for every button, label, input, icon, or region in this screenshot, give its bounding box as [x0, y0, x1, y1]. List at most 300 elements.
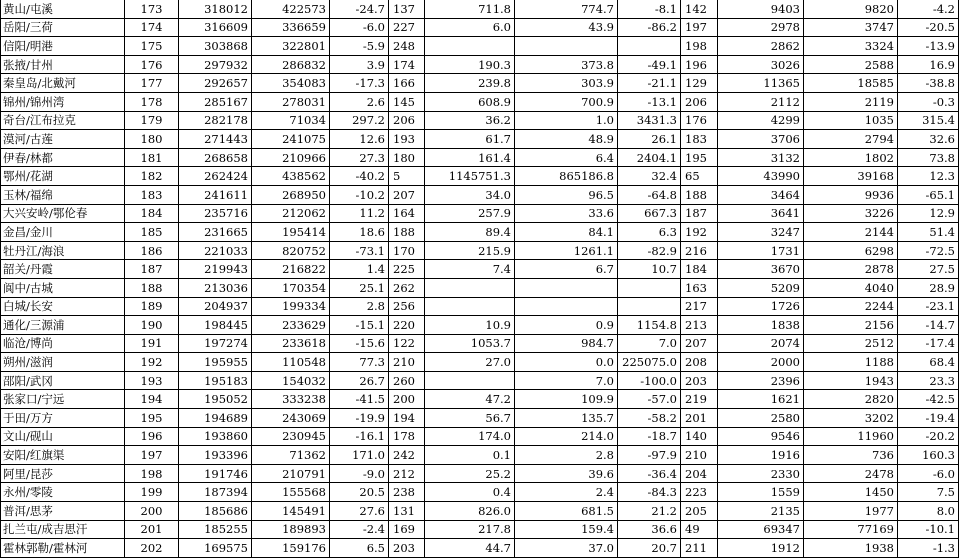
movement-previous-cell: 3226: [804, 204, 898, 223]
passenger-change-cell: 2.8: [330, 297, 389, 316]
passenger-current-cell: 231665: [179, 223, 252, 242]
airport-name-cell: 朔州/滋润: [1, 353, 125, 372]
passenger-change-cell: -9.0: [330, 464, 389, 483]
passenger-change-cell: 20.5: [330, 483, 389, 502]
passenger-previous-cell: 322801: [252, 37, 330, 56]
cargo-previous-cell: 303.9: [515, 74, 618, 93]
movement-current-cell: 3706: [718, 130, 804, 149]
rank-cell: 202: [125, 539, 179, 558]
movement-change-cell: -0.3: [898, 92, 959, 111]
movement-change-cell: 16.9: [898, 55, 959, 74]
cargo-current-cell: 56.7: [425, 409, 515, 428]
passenger-previous-cell: 438562: [252, 167, 330, 186]
cargo-previous-cell: 865186.8: [515, 167, 618, 186]
passenger-previous-cell: 233618: [252, 334, 330, 353]
cargo-previous-cell: 33.6: [515, 204, 618, 223]
passenger-current-cell: 268658: [179, 148, 252, 167]
passenger-previous-cell: 155568: [252, 483, 330, 502]
cargo-current-cell: 174.0: [425, 427, 515, 446]
cargo-previous-cell: 96.5: [515, 185, 618, 204]
cargo-rank-cell: 225: [389, 260, 425, 279]
passenger-current-cell: 285167: [179, 92, 252, 111]
movement-previous-cell: 2119: [804, 92, 898, 111]
airport-name-cell: 张掖/甘州: [1, 55, 125, 74]
cargo-change-cell: -21.1: [618, 74, 681, 93]
table-row: [1, 204, 959, 223]
airport-name-cell: 鄂州/花湖: [1, 167, 125, 186]
movement-rank-cell: 213: [681, 316, 718, 335]
movement-rank-cell: 203: [681, 371, 718, 390]
table-row: [1, 371, 959, 390]
movement-current-cell: 9546: [718, 427, 804, 446]
airport-name-cell: 大兴安岭/鄂伦春: [1, 204, 125, 223]
movement-rank-cell: 176: [681, 111, 718, 130]
passenger-current-cell: 185255: [179, 520, 252, 539]
passenger-previous-cell: 820752: [252, 241, 330, 260]
movement-current-cell: 9403: [718, 0, 804, 18]
cargo-change-cell: -86.2: [618, 18, 681, 37]
cargo-previous-cell: 700.9: [515, 92, 618, 111]
passenger-change-cell: 27.6: [330, 502, 389, 521]
cargo-previous-cell: 1261.1: [515, 241, 618, 260]
movement-current-cell: 11365: [718, 74, 804, 93]
passenger-current-cell: 303868: [179, 37, 252, 56]
movement-change-cell: -13.9: [898, 37, 959, 56]
cargo-current-cell: 161.4: [425, 148, 515, 167]
cargo-current-cell: [425, 37, 515, 56]
passenger-change-cell: -2.4: [330, 520, 389, 539]
movement-previous-cell: 4040: [804, 278, 898, 297]
passenger-current-cell: 195052: [179, 390, 252, 409]
table-row: [1, 297, 959, 316]
cargo-rank-cell: 210: [389, 353, 425, 372]
movement-rank-cell: 187: [681, 204, 718, 223]
rank-cell: 183: [125, 185, 179, 204]
airport-name-cell: 永州/零陵: [1, 483, 125, 502]
airport-name-cell: 伊春/林都: [1, 148, 125, 167]
cargo-change-cell: 32.4: [618, 167, 681, 186]
movement-change-cell: -1.3: [898, 539, 959, 558]
airport-name-cell: 通化/三源浦: [1, 316, 125, 335]
rank-cell: 180: [125, 130, 179, 149]
cargo-previous-cell: 373.8: [515, 55, 618, 74]
movement-rank-cell: 65: [681, 167, 718, 186]
cargo-previous-cell: 214.0: [515, 427, 618, 446]
cargo-rank-cell: 212: [389, 464, 425, 483]
movement-change-cell: -17.4: [898, 334, 959, 353]
movement-change-cell: -20.5: [898, 18, 959, 37]
passenger-change-cell: 1.4: [330, 260, 389, 279]
table-row: [1, 111, 959, 130]
table-row: [1, 502, 959, 521]
movement-previous-cell: 3324: [804, 37, 898, 56]
passenger-current-cell: 197274: [179, 334, 252, 353]
movement-previous-cell: 2244: [804, 297, 898, 316]
passenger-change-cell: 3.9: [330, 55, 389, 74]
table-row: [1, 520, 959, 539]
movement-change-cell: 68.4: [898, 353, 959, 372]
airport-name-cell: 岳阳/三荷: [1, 18, 125, 37]
movement-previous-cell: 2478: [804, 464, 898, 483]
movement-change-cell: 51.4: [898, 223, 959, 242]
movement-current-cell: 2862: [718, 37, 804, 56]
movement-rank-cell: 204: [681, 464, 718, 483]
movement-previous-cell: 11960: [804, 427, 898, 446]
rank-cell: 179: [125, 111, 179, 130]
rank-cell: 177: [125, 74, 179, 93]
movement-current-cell: 3132: [718, 148, 804, 167]
passenger-current-cell: 193396: [179, 446, 252, 465]
cargo-previous-cell: 2.4: [515, 483, 618, 502]
passenger-current-cell: 235716: [179, 204, 252, 223]
movement-rank-cell: 142: [681, 0, 718, 18]
cargo-previous-cell: 6.4: [515, 148, 618, 167]
rank-cell: 192: [125, 353, 179, 372]
rank-cell: 191: [125, 334, 179, 353]
movement-rank-cell: 198: [681, 37, 718, 56]
rank-cell: 188: [125, 278, 179, 297]
cargo-rank-cell: 188: [389, 223, 425, 242]
passenger-previous-cell: 210791: [252, 464, 330, 483]
cargo-rank-cell: 131: [389, 502, 425, 521]
passenger-current-cell: 219943: [179, 260, 252, 279]
passenger-previous-cell: 199334: [252, 297, 330, 316]
movement-previous-cell: 77169: [804, 520, 898, 539]
passenger-current-cell: 195955: [179, 353, 252, 372]
passenger-change-cell: 297.2: [330, 111, 389, 130]
movement-current-cell: 2330: [718, 464, 804, 483]
cargo-change-cell: 3431.3: [618, 111, 681, 130]
cargo-change-cell: [618, 278, 681, 297]
movement-change-cell: 8.0: [898, 502, 959, 521]
passenger-previous-cell: 110548: [252, 353, 330, 372]
cargo-previous-cell: 43.9: [515, 18, 618, 37]
movement-current-cell: 69347: [718, 520, 804, 539]
cargo-change-cell: [618, 37, 681, 56]
cargo-rank-cell: 220: [389, 316, 425, 335]
movement-previous-cell: 3202: [804, 409, 898, 428]
movement-change-cell: 12.3: [898, 167, 959, 186]
movement-change-cell: -23.1: [898, 297, 959, 316]
movement-current-cell: 3247: [718, 223, 804, 242]
movement-previous-cell: 2144: [804, 223, 898, 242]
cargo-current-cell: 6.0: [425, 18, 515, 37]
cargo-change-cell: 225075.0: [618, 353, 681, 372]
table-row: [1, 223, 959, 242]
cargo-previous-cell: 6.7: [515, 260, 618, 279]
table-row: [1, 37, 959, 56]
rank-cell: 193: [125, 371, 179, 390]
passenger-previous-cell: 71362: [252, 446, 330, 465]
passenger-current-cell: 194689: [179, 409, 252, 428]
rank-cell: 195: [125, 409, 179, 428]
movement-current-cell: 2000: [718, 353, 804, 372]
movement-previous-cell: 2820: [804, 390, 898, 409]
cargo-previous-cell: 84.1: [515, 223, 618, 242]
movement-change-cell: 23.3: [898, 371, 959, 390]
movement-change-cell: 7.5: [898, 483, 959, 502]
passenger-change-cell: -17.3: [330, 74, 389, 93]
cargo-rank-cell: 248: [389, 37, 425, 56]
movement-previous-cell: 39168: [804, 167, 898, 186]
cargo-rank-cell: 207: [389, 185, 425, 204]
movement-rank-cell: 184: [681, 260, 718, 279]
movement-rank-cell: 197: [681, 18, 718, 37]
passenger-current-cell: 271443: [179, 130, 252, 149]
passenger-current-cell: 195183: [179, 371, 252, 390]
movement-current-cell: 2396: [718, 371, 804, 390]
cargo-change-cell: 10.7: [618, 260, 681, 279]
movement-change-cell: -65.1: [898, 185, 959, 204]
passenger-current-cell: 187394: [179, 483, 252, 502]
passenger-previous-cell: 195414: [252, 223, 330, 242]
passenger-previous-cell: 268950: [252, 185, 330, 204]
passenger-current-cell: 169575: [179, 539, 252, 558]
rank-cell: 201: [125, 520, 179, 539]
passenger-change-cell: -73.1: [330, 241, 389, 260]
movement-previous-cell: 1938: [804, 539, 898, 558]
passenger-current-cell: 221033: [179, 241, 252, 260]
cargo-current-cell: 61.7: [425, 130, 515, 149]
rank-cell: 184: [125, 204, 179, 223]
cargo-previous-cell: [515, 278, 618, 297]
cargo-previous-cell: 39.6: [515, 464, 618, 483]
passenger-change-cell: -5.9: [330, 37, 389, 56]
movement-rank-cell: 195: [681, 148, 718, 167]
movement-current-cell: 3670: [718, 260, 804, 279]
movement-current-cell: 1731: [718, 241, 804, 260]
passenger-change-cell: -41.5: [330, 390, 389, 409]
airport-name-cell: 普洱/思茅: [1, 502, 125, 521]
cargo-rank-cell: 169: [389, 520, 425, 539]
cargo-change-cell: 1154.8: [618, 316, 681, 335]
movement-current-cell: 43990: [718, 167, 804, 186]
airport-name-cell: 邵阳/武冈: [1, 371, 125, 390]
movement-previous-cell: 2794: [804, 130, 898, 149]
passenger-previous-cell: 210966: [252, 148, 330, 167]
airport-name-cell: 安阳/红旗渠: [1, 446, 125, 465]
airport-name-cell: 阆中/古城: [1, 278, 125, 297]
cargo-rank-cell: 194: [389, 409, 425, 428]
passenger-previous-cell: 216822: [252, 260, 330, 279]
passenger-previous-cell: 71034: [252, 111, 330, 130]
passenger-change-cell: -40.2: [330, 167, 389, 186]
movement-previous-cell: 2156: [804, 316, 898, 335]
cargo-previous-cell: 1.0: [515, 111, 618, 130]
movement-rank-cell: 208: [681, 353, 718, 372]
movement-change-cell: -42.5: [898, 390, 959, 409]
movement-current-cell: 2112: [718, 92, 804, 111]
passenger-previous-cell: 278031: [252, 92, 330, 111]
cargo-previous-cell: 0.0: [515, 353, 618, 372]
table-row: [1, 334, 959, 353]
airport-name-cell: 于田/万方: [1, 409, 125, 428]
table-row: [1, 185, 959, 204]
cargo-current-cell: 89.4: [425, 223, 515, 242]
movement-rank-cell: 183: [681, 130, 718, 149]
rank-cell: 186: [125, 241, 179, 260]
passenger-change-cell: 2.6: [330, 92, 389, 111]
passenger-current-cell: 316609: [179, 18, 252, 37]
movement-current-cell: 1838: [718, 316, 804, 335]
movement-previous-cell: 1450: [804, 483, 898, 502]
movement-change-cell: 28.9: [898, 278, 959, 297]
rank-cell: 200: [125, 502, 179, 521]
passenger-current-cell: 204937: [179, 297, 252, 316]
rank-cell: 199: [125, 483, 179, 502]
movement-current-cell: 1916: [718, 446, 804, 465]
cargo-change-cell: 26.1: [618, 130, 681, 149]
cargo-rank-cell: 260: [389, 371, 425, 390]
passenger-previous-cell: 170354: [252, 278, 330, 297]
airport-name-cell: 玉林/福绵: [1, 185, 125, 204]
movement-rank-cell: 129: [681, 74, 718, 93]
rank-cell: 198: [125, 464, 179, 483]
cargo-current-cell: 0.4: [425, 483, 515, 502]
passenger-change-cell: 11.2: [330, 204, 389, 223]
passenger-previous-cell: 230945: [252, 427, 330, 446]
cargo-current-cell: [425, 278, 515, 297]
cargo-rank-cell: 180: [389, 148, 425, 167]
movement-rank-cell: 217: [681, 297, 718, 316]
cargo-change-cell: -100.0: [618, 371, 681, 390]
passenger-previous-cell: 354083: [252, 74, 330, 93]
cargo-change-cell: -18.7: [618, 427, 681, 446]
movement-previous-cell: 2878: [804, 260, 898, 279]
cargo-previous-cell: 109.9: [515, 390, 618, 409]
passenger-previous-cell: 159176: [252, 539, 330, 558]
table-row: [1, 55, 959, 74]
cargo-current-cell: 0.1: [425, 446, 515, 465]
cargo-rank-cell: 122: [389, 334, 425, 353]
cargo-current-cell: 27.0: [425, 353, 515, 372]
movement-previous-cell: 9936: [804, 185, 898, 204]
movement-previous-cell: 1802: [804, 148, 898, 167]
movement-rank-cell: 216: [681, 241, 718, 260]
cargo-previous-cell: 2.8: [515, 446, 618, 465]
table-row: [1, 409, 959, 428]
airport-name-cell: 临沧/博尚: [1, 334, 125, 353]
airport-name-cell: 牡丹江/海浪: [1, 241, 125, 260]
passenger-current-cell: 318012: [179, 0, 252, 18]
cargo-previous-cell: 48.9: [515, 130, 618, 149]
passenger-change-cell: 25.1: [330, 278, 389, 297]
cargo-change-cell: 7.0: [618, 334, 681, 353]
cargo-current-cell: 47.2: [425, 390, 515, 409]
table-row: [1, 92, 959, 111]
table-row: [1, 260, 959, 279]
cargo-rank-cell: 178: [389, 427, 425, 446]
cargo-rank-cell: 137: [389, 0, 425, 18]
cargo-current-cell: 608.9: [425, 92, 515, 111]
movement-rank-cell: 163: [681, 278, 718, 297]
movement-change-cell: -19.4: [898, 409, 959, 428]
cargo-change-cell: 2404.1: [618, 148, 681, 167]
table-row: [1, 18, 959, 37]
movement-current-cell: 4299: [718, 111, 804, 130]
passenger-change-cell: 26.7: [330, 371, 389, 390]
movement-current-cell: 3641: [718, 204, 804, 223]
cargo-previous-cell: 984.7: [515, 334, 618, 353]
cargo-change-cell: -64.8: [618, 185, 681, 204]
cargo-current-cell: 711.8: [425, 0, 515, 18]
movement-change-cell: -38.8: [898, 74, 959, 93]
cargo-rank-cell: 242: [389, 446, 425, 465]
airport-name-cell: 韶关/丹霞: [1, 260, 125, 279]
cargo-rank-cell: 203: [389, 539, 425, 558]
cargo-current-cell: 36.2: [425, 111, 515, 130]
cargo-current-cell: 7.4: [425, 260, 515, 279]
passenger-change-cell: -16.1: [330, 427, 389, 446]
passenger-previous-cell: 422573: [252, 0, 330, 18]
passenger-current-cell: 193860: [179, 427, 252, 446]
cargo-change-cell: 6.3: [618, 223, 681, 242]
airport-name-cell: 秦皇岛/北戴河: [1, 74, 125, 93]
movement-previous-cell: 18585: [804, 74, 898, 93]
cargo-previous-cell: [515, 37, 618, 56]
rank-cell: 174: [125, 18, 179, 37]
table-row: [1, 0, 959, 18]
movement-current-cell: 2074: [718, 334, 804, 353]
cargo-current-cell: 1053.7: [425, 334, 515, 353]
cargo-change-cell: 21.2: [618, 502, 681, 521]
passenger-current-cell: 198445: [179, 316, 252, 335]
airport-name-cell: 金昌/金川: [1, 223, 125, 242]
table-row: [1, 446, 959, 465]
passenger-current-cell: 297932: [179, 55, 252, 74]
passenger-change-cell: -10.2: [330, 185, 389, 204]
passenger-current-cell: 213036: [179, 278, 252, 297]
movement-change-cell: -4.2: [898, 0, 959, 18]
cargo-previous-cell: 681.5: [515, 502, 618, 521]
cargo-change-cell: -49.1: [618, 55, 681, 74]
movement-previous-cell: 3747: [804, 18, 898, 37]
passenger-change-cell: -15.6: [330, 334, 389, 353]
rank-cell: 178: [125, 92, 179, 111]
movement-rank-cell: 207: [681, 334, 718, 353]
passenger-current-cell: 282178: [179, 111, 252, 130]
cargo-current-cell: 1145751.3: [425, 167, 515, 186]
passenger-change-cell: -15.1: [330, 316, 389, 335]
cargo-previous-cell: 135.7: [515, 409, 618, 428]
airport-name-cell: 漠河/古莲: [1, 130, 125, 149]
cargo-change-cell: -84.3: [618, 483, 681, 502]
cargo-rank-cell: 262: [389, 278, 425, 297]
movement-previous-cell: 6298: [804, 241, 898, 260]
cargo-rank-cell: 166: [389, 74, 425, 93]
cargo-rank-cell: 164: [389, 204, 425, 223]
table-row: [1, 278, 959, 297]
movement-change-cell: 12.9: [898, 204, 959, 223]
movement-current-cell: 5209: [718, 278, 804, 297]
cargo-current-cell: 25.2: [425, 464, 515, 483]
passenger-previous-cell: 233629: [252, 316, 330, 335]
movement-rank-cell: 205: [681, 502, 718, 521]
movement-rank-cell: 140: [681, 427, 718, 446]
rank-cell: 185: [125, 223, 179, 242]
cargo-change-cell: -82.9: [618, 241, 681, 260]
passenger-change-cell: 6.5: [330, 539, 389, 558]
movement-current-cell: 3026: [718, 55, 804, 74]
cargo-previous-cell: [515, 297, 618, 316]
passenger-current-cell: 241611: [179, 185, 252, 204]
passenger-change-cell: -6.0: [330, 18, 389, 37]
movement-current-cell: 1726: [718, 297, 804, 316]
movement-current-cell: 2978: [718, 18, 804, 37]
rank-cell: 190: [125, 316, 179, 335]
movement-rank-cell: 206: [681, 92, 718, 111]
airport-name-cell: 阿里/昆莎: [1, 464, 125, 483]
